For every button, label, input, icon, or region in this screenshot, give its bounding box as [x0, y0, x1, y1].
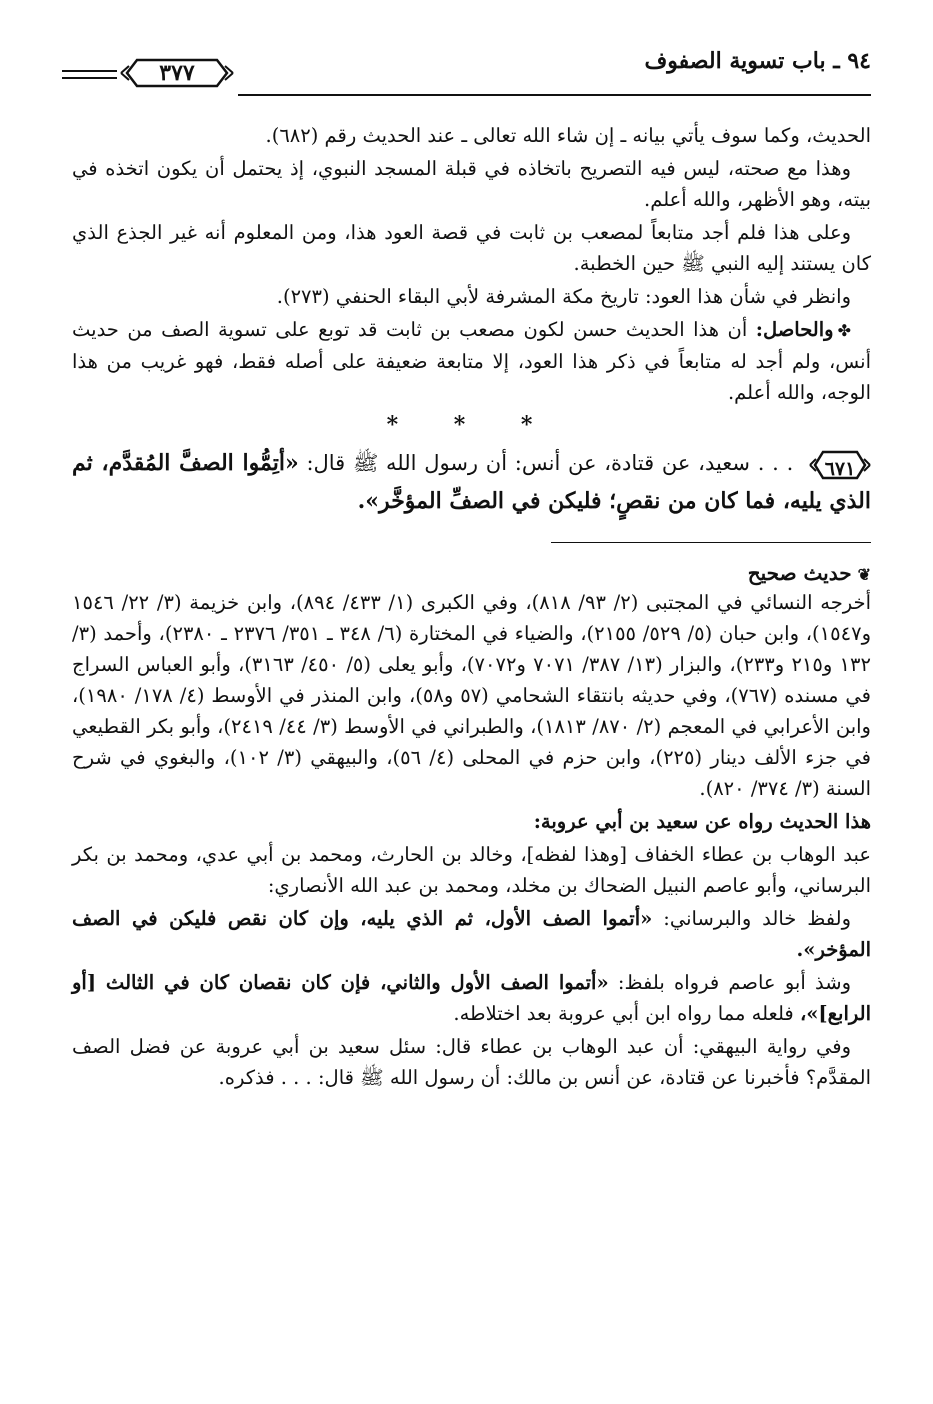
abu-asim-paragraph — [72, 967, 871, 1029]
khalid-intro: ولفظ خالد والبرساني: — [663, 907, 851, 930]
hadith-number-badge — [809, 448, 871, 482]
bayhaqi-paragraph: وفي رواية البيهقي: أن عبد الوهاب بن عطاء قال: سئل سعيد بن أبي عروبة عن فضل الصف المقدَّم؟ فأخبرنا عن قتادة، عن أنس بن مالك: أن رسول الله ﷺ قال: . . . فذكره. — [72, 1035, 871, 1089]
running-title: ٩٤ ـ باب تسوية الصفوف — [644, 48, 871, 74]
conclusion-text: أن هذا الحديث حسن لكون مصعب بن ثابت قد توبع على تسوية الصف من حديث أنس، ولم أجد له متابعاً في ذكر هذا العود، إلا متابعة ضعيفة على أصله فقط، فهو غريب من هذا الوجه، والله أعلم. — [72, 318, 871, 404]
khalid-text: «أتموا الصف الأول، ثم الذي يليه، وإن كان نقص فليكن في الصف المؤخر». — [72, 907, 871, 961]
khalid-paragraph — [72, 903, 871, 965]
conclusion-label: والحاصل: — [755, 318, 834, 341]
hadith-chain: . . . سعيد، عن قتادة، عن أنس: أن رسول الله ﷺ قال: — [306, 451, 794, 475]
page-number-ornament — [62, 56, 242, 96]
ornament-rule — [62, 70, 117, 72]
takhrij-paragraph: أخرجه النسائي في المجتبى (٢/ ٩٣/ ٨١٨)، وفي الكبرى (١/ ٤٣٣/ ٨٩٤)، وابن خزيمة (٣/ ٢٢/ ١٥٤٦ و١٥٤٧)، وابن حبان (٥/ ٥٢٩/ ٢١٥٥)، والضياء في المختارة (٦/ ٣٤٨ ـ ٣٥١/ ٢٣٧٦ ـ ٢٣٨٠)، وأحمد (٣/ ١٣٢ و٢١٥ و٢٣٣)، والبزار (١٣/ ٣٨٧/ ٧٠٧١ و٧٠٧٢)، وأبو يعلى (٥/ ٤٥٠/ ٣١٦٣)، وأبو العباس السراج في مسنده (٧٦٧)، وفي حديثه بانتقاء الشحامي (٥٧ و٥٨)، وابن المنذر في الأوسط (٤/ ١٧٨/ ١٩٨٠)، وابن الأعرابي في المعجم (٢/ ٨٧٠/ ١٨١٣)، والطبراني في الأوسط (٣/ ٤٤/ ٢٤١٩)، وأبو بكر القطيعي في جزء الألف دينار (٢٢٥)، وابن حزم في المحلى (٤/ ٥٦)، والبيهقي (٣/ ١٠٢)، والبغوي في شرح السنة (٣/ ٣٧٤/ ٨٢٠). — [72, 591, 871, 800]
grade-label: حديث صحيح — [747, 561, 852, 585]
flower-icon: ✤ — [837, 321, 851, 340]
hadith-matn: «أتِمُّوا الصفَّ المُقدَّم، ثم الذي يليه، فما كان من نقصٍ؛ فليكن في الصفِّ المؤخَّر». — [72, 450, 871, 514]
narrators-paragraph: عبد الوهاب بن عطاء الخفاف [وهذا لفظه]، وخالد بن الحارث، ومحمد بن أبي عدي، ومحمد بن بكر البرساني، وأبو عاصم النبيل الضحاك بن مخلد، ومحمد بن عبد الله الأنصاري: — [72, 843, 871, 897]
page-number: ٣٧٧ — [159, 60, 195, 86]
section-stars: * * * — [386, 412, 557, 438]
header-rule — [238, 94, 871, 96]
paragraph: وهذا مع صحته، ليس فيه التصريح باتخاذه في قبلة المسجد النبوي، إذ يحتمل أن يكون اتخذه في بيته، وهو الأظهر، والله أعلم. — [72, 157, 871, 211]
page-number-frame — [117, 56, 237, 90]
hadith-number: ٦٧١ — [824, 457, 856, 480]
conclusion-paragraph — [72, 314, 871, 408]
ornament-rule — [62, 77, 117, 79]
abu-asim-tail: فلعله مما رواه ابن أبي عروبة بعد اختلاطه. — [453, 1002, 794, 1025]
hadith-entry — [72, 444, 871, 520]
page-body — [72, 120, 871, 1095]
paragraph: وانظر في شأن هذا العود: تاريخ مكة المشرفة لأبي البقاء الحنفي (٢٧٣). — [276, 285, 851, 308]
abu-asim-intro: وشذ أبو عاصم فرواه بلفظ: — [617, 971, 851, 994]
paragraph: وعلى هذا فلم أجد متابعاً لمصعب بن ثابت في قصة العود هذا، ومن المعلوم أنه غير الجذع الذي كان يستند إليه النبي ﷺ حين الخطبة. — [72, 221, 871, 275]
footnote-separator — [551, 542, 871, 543]
narrators-heading: هذا الحديث رواه عن سعيد بن أبي عروبة: — [533, 810, 871, 833]
hadith-grade — [72, 561, 871, 585]
abu-asim-text: «أتموا الصف الأول والثاني، فإن كان نقصان كان في الثالث [أو الرابع]»، — [72, 971, 871, 1025]
running-header — [62, 40, 871, 100]
paragraph: الحديث، وكما سوف يأتي بيانه ـ إن شاء الله تعالى ـ عند الحديث رقم (٦٨٢). — [265, 124, 871, 147]
grade-bullet-icon: ❦ — [857, 565, 871, 584]
